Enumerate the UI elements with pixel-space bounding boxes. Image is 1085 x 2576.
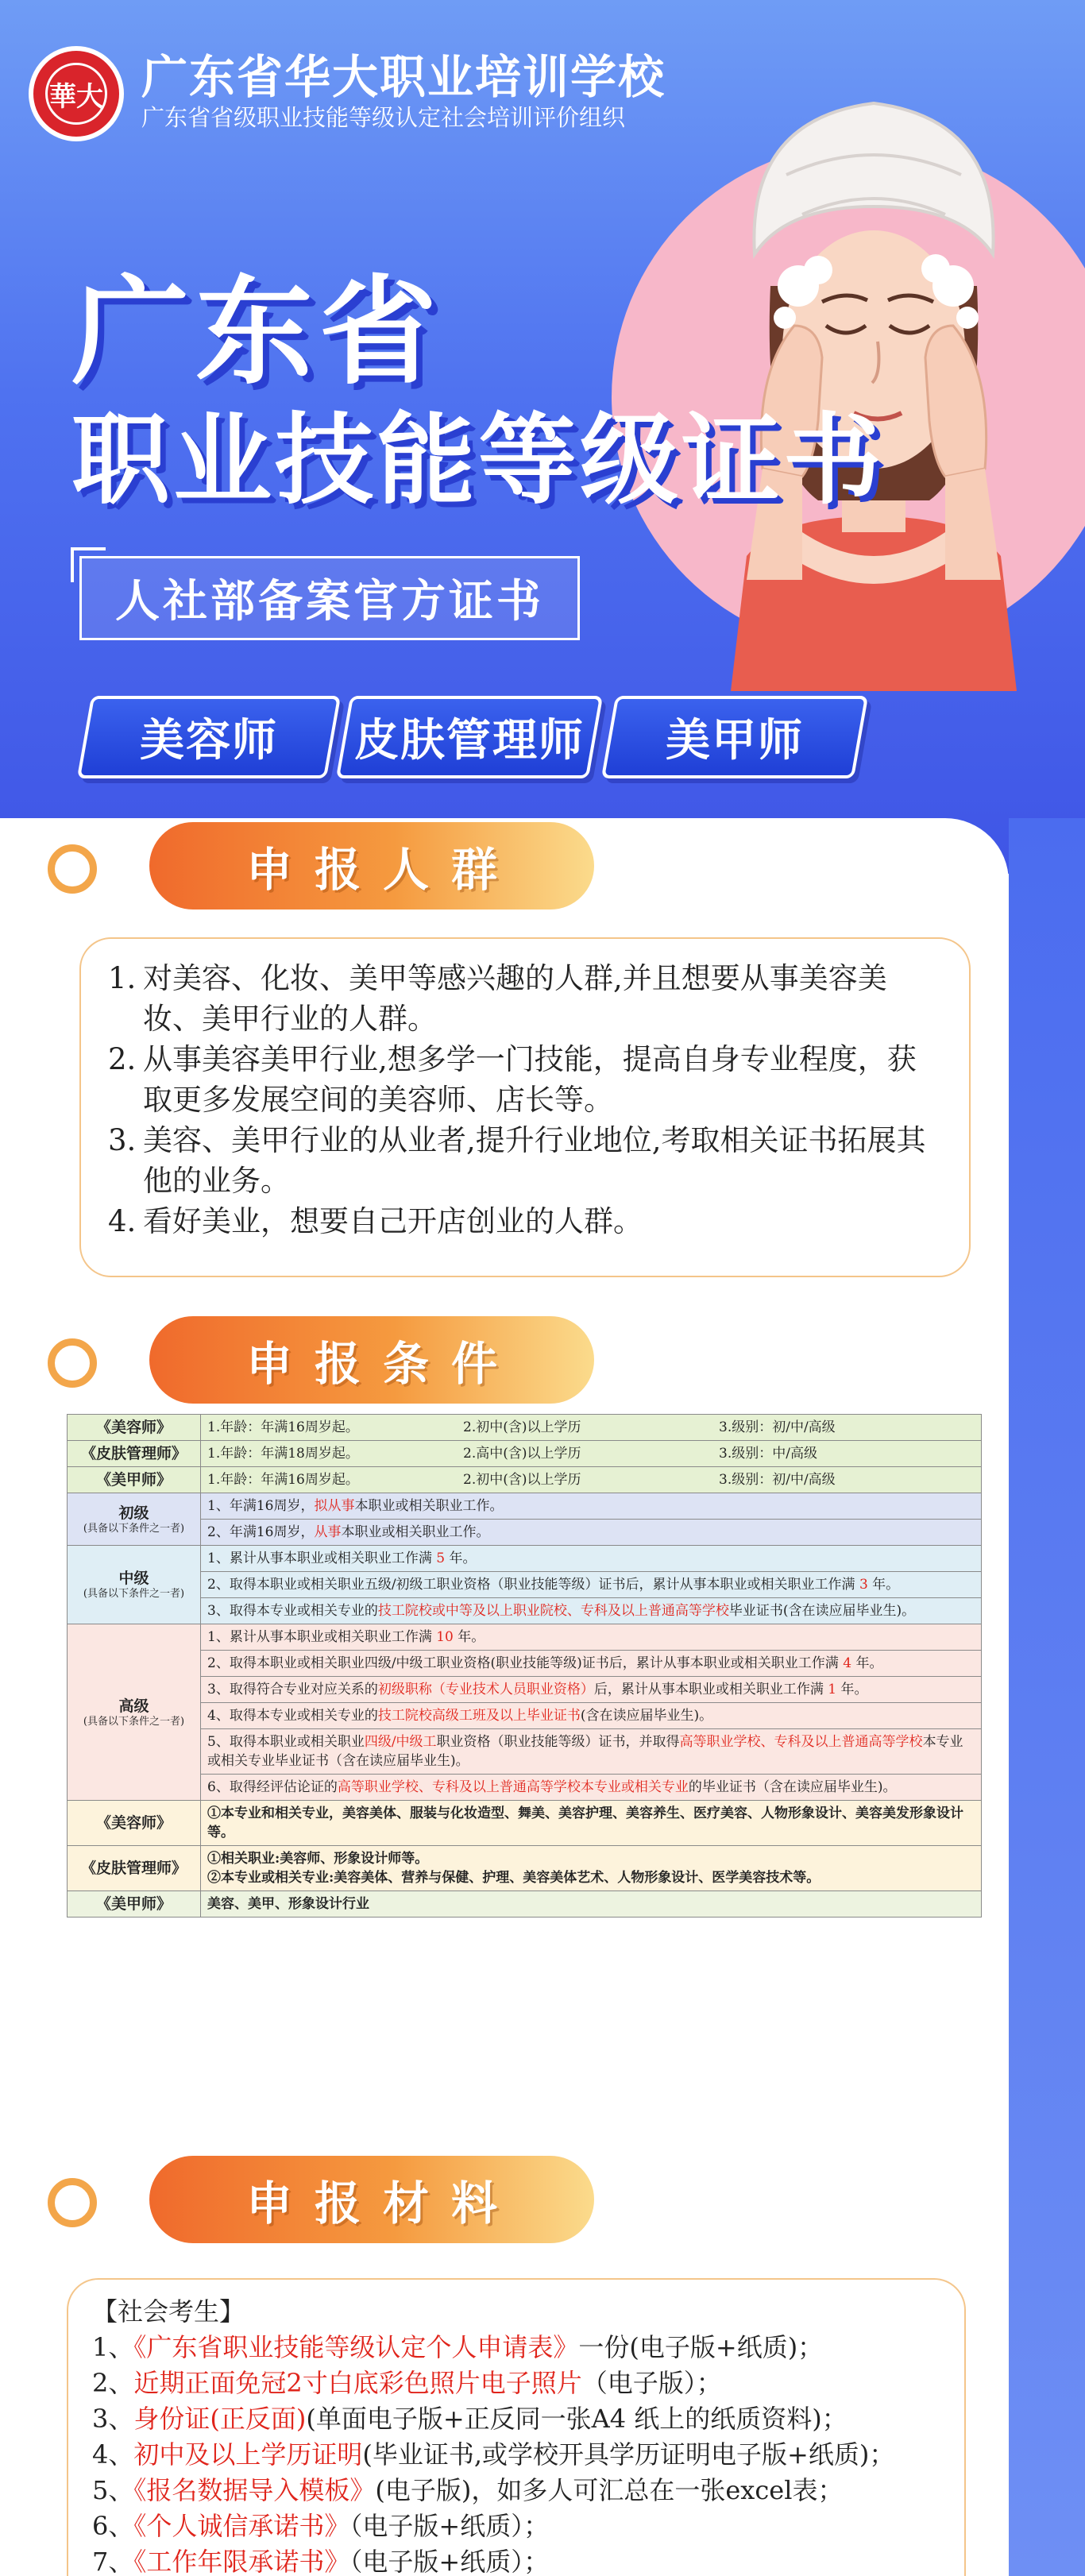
job-tag-label: 皮肤管理师 <box>354 715 585 767</box>
table-row: 2、年满16周岁，从事本职业或相关职业工作。 <box>68 1520 982 1546</box>
school-logo-text: 華大 <box>45 63 107 125</box>
table-row: 《美甲师》 1.年龄：年满16周岁起。 2.初中(含)以上学历 3.级别：初/中/高级 <box>68 1467 982 1493</box>
section-title-pill <box>149 2156 594 2243</box>
table-row: 《皮肤管理师》 1.年龄：年满18周岁起。 2.高中(含)以上学历 3.级别：中/高级 <box>68 1441 982 1467</box>
table-row: 6、取得经评估论证的高等职业学校、专科及以上普通高等学校本专业或相关专业的毕业证书（含在读应届毕业生)。 <box>68 1775 982 1801</box>
list-item: 3、身份证(正反面)(单面电子版+正反同一张A4 纸上的纸质资料)； <box>92 2404 848 2434</box>
list-item: 6、《个人诚信承诺书》（电子版+纸质）； <box>92 2511 550 2541</box>
table-row: 《美容师》 ①本专业和相关专业，美容美体、服装与化妆造型、舞美、美容护理、美容养生、医疗美容、人物形象设计、美容美发形象设计等。 <box>68 1801 982 1846</box>
conditions-table <box>67 1414 982 1918</box>
job-tag-skin-manager <box>336 696 603 778</box>
job-tag-label: 美容师 <box>140 715 278 767</box>
section-header-conditions <box>48 1316 604 1404</box>
school-subtitle: 广东省省级职业技能等级认定社会培训评价组织 <box>141 104 626 131</box>
list-item: 4. 看好美业，想要自己开店创业的人群。 <box>108 1204 643 1238</box>
right-blue-strip <box>1009 818 1085 2576</box>
hero-title-line2: 职业技能等级证书 <box>71 404 886 518</box>
section-header-applicants <box>48 822 604 910</box>
table-row: 4、取得本专业或相关专业的技工院校高级工班及以上毕业证书(含在读应届毕业生)。 <box>68 1703 982 1729</box>
list-item: 5、《报名数据导入模板》(电子版)，如多人可汇总在一张excel表； <box>92 2475 844 2505</box>
table-row: 3、取得符合专业对应关系的初级职称（专业技术人员职业资格）后，累计从事本职业或相关职业工作满 1 年。 <box>68 1677 982 1703</box>
level-label-junior: 初级 (具备以下条件之一者) <box>68 1493 201 1546</box>
table-row: 《美容师》 1.年龄：年满16周岁起。 2.初中(含)以上学历 3.级别：初/中/高级 <box>68 1415 982 1441</box>
section-ring-icon <box>48 1338 97 1388</box>
job-tag-beautician <box>77 696 341 778</box>
table-row: 3、取得本专业或相关专业的技工院校或中等及以上职业院校、专科及以上普通高等学校毕业证书(含在读应届毕业生)。 <box>68 1598 982 1624</box>
level-label-middle: 中级 (具备以下条件之一者) <box>68 1546 201 1624</box>
table-row: 《美甲师》 美容、美甲、形象设计行业 <box>68 1891 982 1918</box>
table-row: 初级 (具备以下条件之一者) 1、年满16周岁，拟从事本职业或相关职业工作。 <box>68 1493 982 1520</box>
section-title-pill <box>149 1316 594 1404</box>
section-title: 申报材料 <box>245 2176 519 2230</box>
list-item: 3. 美容、美甲行业的从业者,提升行业地位,考取相关证书拓展其他的业务。 <box>108 1123 926 1198</box>
table-row: 中级 (具备以下条件之一者) 1、累计从事本职业或相关职业工作满 5 年。 <box>68 1546 982 1572</box>
materials-list <box>68 2280 964 2576</box>
list-item: 7、《工作年限承诺书》（电子版+纸质）； <box>92 2547 550 2576</box>
table-row: 5、取得本职业或相关职业四级/中级工职业资格（职业技能等级）证书，并取得高等职业学校、专科及以上普通高等学校本专业或相关专业毕业证书（含在读应届毕业生)。 <box>68 1729 982 1775</box>
section-title: 申报人群 <box>245 843 519 897</box>
section-ring-icon <box>48 2178 97 2227</box>
list-item: 1. 对美容、化妆、美甲等感兴趣的人群,并且想要从事美容美妆、美甲行业的人群。 <box>108 961 887 1036</box>
hero-title-line1: 广东省 <box>71 264 443 400</box>
section-ring-icon <box>48 844 97 894</box>
section-title-pill <box>149 822 594 910</box>
school-logo <box>29 46 124 141</box>
list-item: 1、《广东省职业技能等级认定个人申请表》一份(电子版+纸质)； <box>92 2332 824 2362</box>
official-certificate-label <box>79 556 580 640</box>
applicants-list <box>108 958 942 1242</box>
section-header-materials <box>48 2156 604 2243</box>
applicants-box <box>79 937 971 1277</box>
materials-box <box>67 2278 966 2576</box>
table-row: 2、取得本职业或相关职业五级/初级工职业资格（职业技能等级）证书后，累计从事本职业或相关职业工作满 3 年。 <box>68 1572 982 1598</box>
hero-banner <box>0 0 1085 874</box>
materials-group-label: 【社会考生】 <box>92 2296 245 2327</box>
list-item: 4、初中及以上学历证明(毕业证书,或学校开具学历证明电子版+纸质)； <box>92 2439 895 2470</box>
section-title: 申报条件 <box>245 1337 519 1391</box>
job-tag-manicurist <box>601 696 868 778</box>
table-row: 《皮肤管理师》 ①相关职业:美容师、形象设计师等。 ②本专业或相关专业:美容美体、营养与保健、护理、美容美体艺术、人物形象设计、医学美容技术等。 <box>68 1846 982 1891</box>
level-label-senior: 高级 (具备以下条件之一者) <box>68 1624 201 1801</box>
official-certificate-text: 人社部备案官方证书 <box>115 576 544 628</box>
job-tag-label: 美甲师 <box>666 715 804 767</box>
table-row: 2、取得本职业或相关职业四级/中级工职业资格(职业技能等级)证书后，累计从事本职业或相关职业工作满 4 年。 <box>68 1651 982 1677</box>
list-item: 2. 从事美容美甲行业,想多学一门技能，提高自身专业程度，获取更多发展空间的美容师、店长等。 <box>108 1042 917 1117</box>
table-row: 高级 (具备以下条件之一者) 1、累计从事本职业或相关职业工作满 10 年。 <box>68 1624 982 1651</box>
school-name: 广东省华大职业培训学校 <box>141 50 666 104</box>
list-item: 2、近期正面免冠2寸白底彩色照片电子照片（电子版）； <box>92 2368 722 2398</box>
